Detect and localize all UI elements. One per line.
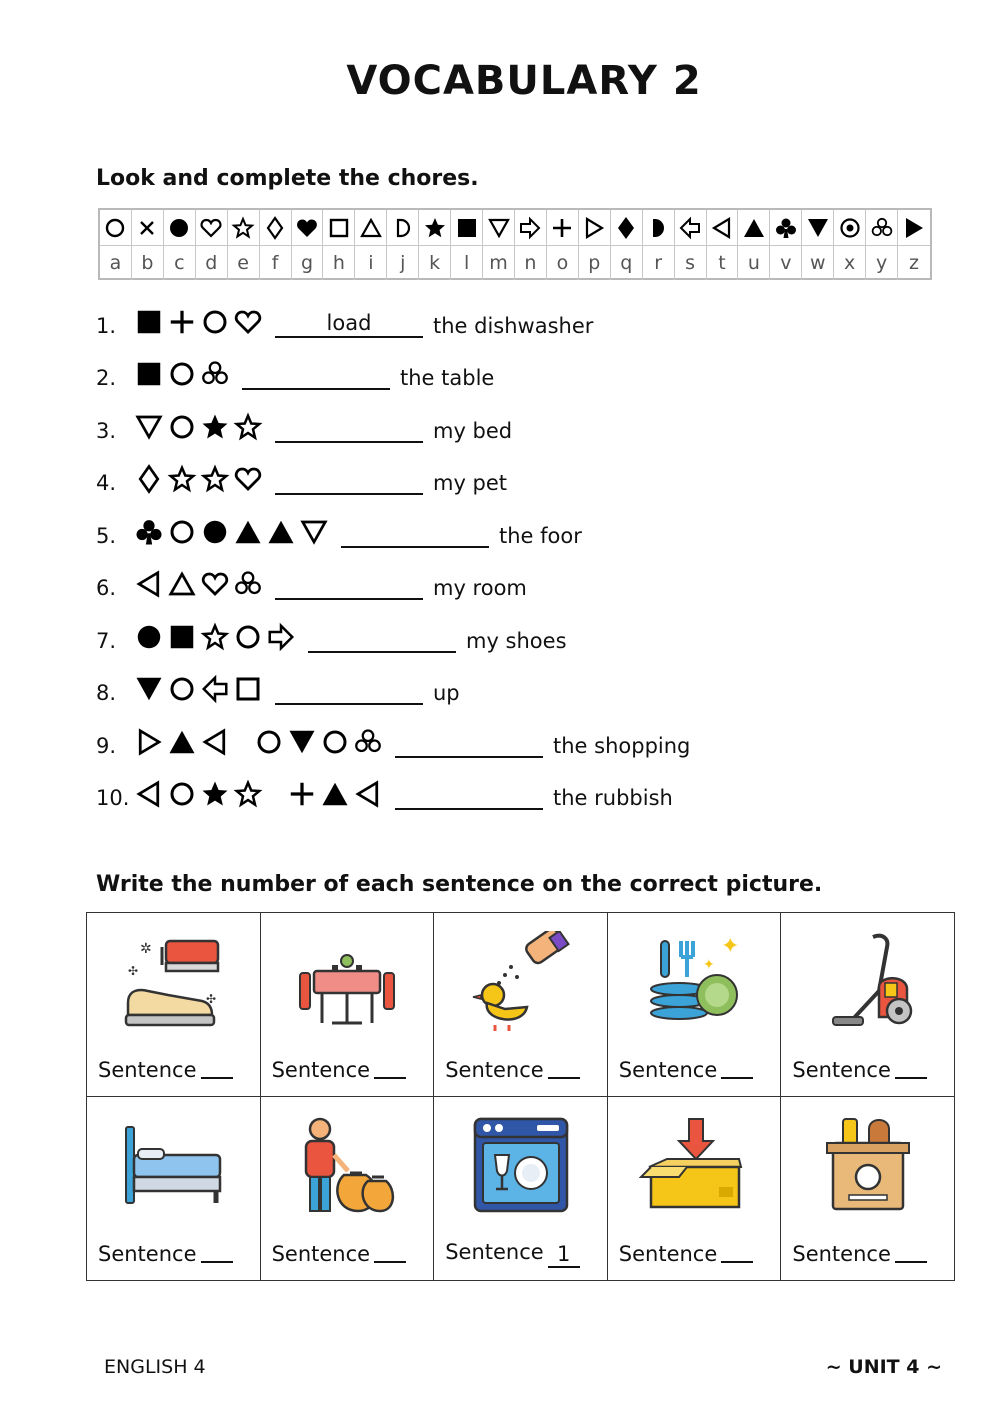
square-filled-icon (134, 307, 164, 337)
chore-object: my pet (433, 471, 508, 495)
svg-text:✦: ✦ (721, 934, 740, 959)
key-letter: z (909, 252, 920, 274)
sentence-number-field[interactable] (548, 1055, 580, 1079)
chore-object: my bed (433, 419, 513, 443)
triangle-left-outline-icon (134, 779, 164, 809)
chore-item (96, 720, 690, 760)
heart-filled-icon (295, 216, 319, 240)
club-filled-icon (774, 216, 798, 240)
key-symbol (802, 210, 834, 246)
section2-instruction: Write the number of each sentence on the correct picture. (96, 872, 823, 897)
answer-field[interactable] (341, 522, 489, 548)
footer-right: ~ UNIT 4 ~ (825, 1356, 942, 1378)
picture-cell (260, 913, 434, 1097)
circle-outline-icon (320, 727, 350, 757)
plus-icon (287, 779, 317, 809)
clean-dishes-icon-art (639, 931, 749, 1031)
sentence-number-field[interactable]: 1 (548, 1244, 580, 1268)
clean-dishes-icon (608, 931, 781, 1031)
key-symbol (898, 210, 930, 246)
chore-item (96, 562, 527, 602)
box-put-away-icon (608, 1115, 781, 1215)
answer-field[interactable] (275, 679, 423, 705)
chore-item (96, 405, 512, 445)
plus-icon (550, 216, 574, 240)
key-letter: b (132, 246, 164, 280)
circle-filled-icon (200, 517, 230, 547)
box-put-away-icon-art (639, 1115, 749, 1215)
answer-field[interactable] (308, 627, 456, 653)
key-symbol (866, 210, 898, 246)
picture-cell (87, 913, 261, 1097)
answer-field[interactable] (275, 469, 423, 495)
man-rubbish-bags-icon (261, 1115, 434, 1215)
key-symbol (483, 210, 515, 246)
triangle-up-filled-icon (233, 517, 263, 547)
chore-object: my shoes (466, 629, 567, 653)
key-symbol (228, 210, 260, 246)
key-symbol (260, 210, 292, 246)
arrow-left-outline-icon (678, 216, 702, 240)
dining-table-icon (261, 931, 434, 1031)
key-letter: s (675, 246, 707, 280)
key-letter: x (834, 246, 866, 280)
key-letter: f (260, 246, 292, 280)
sentence-word: Sentence (98, 1242, 197, 1266)
sentence-number-field[interactable] (721, 1055, 753, 1079)
item-number: 7. (96, 629, 117, 653)
answer-field[interactable] (395, 784, 543, 810)
dining-table-icon-art (292, 931, 402, 1031)
man-rubbish-bags-icon-art (292, 1115, 402, 1215)
picture-cell (434, 1097, 608, 1281)
chore-object: the foor (499, 524, 582, 548)
triangle-up-filled-icon (266, 517, 296, 547)
item-number: 5. (96, 524, 117, 548)
club-outline-icon (200, 359, 230, 389)
picture-cell (260, 1097, 434, 1281)
diamond-filled-icon (614, 216, 638, 240)
sentence-word: Sentence (271, 1058, 371, 1082)
star-outline-icon (231, 216, 255, 240)
star-outline-icon (233, 412, 263, 442)
sentence-word: Sentence (445, 1240, 544, 1264)
half-circle-outline-icon (391, 216, 415, 240)
pet-duck-feeding-icon-art (465, 931, 575, 1031)
circle-filled-icon (167, 216, 191, 240)
key-symbol (547, 210, 579, 246)
item-number: 8. (96, 681, 117, 705)
key-symbol (707, 210, 739, 246)
club-outline-icon (233, 569, 263, 599)
key-letter: t (707, 246, 739, 280)
picture-cell (607, 1097, 781, 1281)
sentence-label (98, 1053, 233, 1082)
key-letter: l (451, 246, 483, 280)
heart-outline-icon (200, 569, 230, 599)
svg-text:✦: ✦ (703, 957, 715, 973)
item-number: 10. (96, 786, 130, 810)
chore-item (96, 457, 507, 497)
key-symbol (675, 210, 707, 246)
sentence-word: Sentence (445, 1058, 544, 1082)
vacuum-cleaner-icon (781, 931, 954, 1031)
key-symbol (100, 210, 132, 246)
coded-word (134, 724, 383, 760)
chore-item (96, 352, 494, 392)
key-letter: c (164, 246, 196, 280)
circle-filled-icon (134, 622, 164, 652)
coded-word (134, 409, 263, 445)
answer-field[interactable] (275, 574, 423, 600)
coded-word (134, 461, 263, 497)
sentence-word: Sentence (792, 1242, 891, 1266)
arrow-left-outline-icon (200, 674, 230, 704)
shoe-brush-icon-art (118, 931, 228, 1031)
footer-left: ENGLISH 4 (104, 1356, 206, 1378)
circle-outline-icon (167, 412, 197, 442)
sentence-label (792, 1237, 927, 1266)
sentence-number-field[interactable] (895, 1239, 927, 1263)
key-letter: q (611, 246, 643, 280)
chore-object: my room (433, 576, 527, 600)
key-letter: j (387, 246, 419, 280)
key-letter: y (866, 246, 898, 280)
star-filled-icon (423, 216, 447, 240)
pictures-table (86, 912, 955, 1281)
sentence-word: Sentence (271, 1242, 371, 1266)
half-circle-filled-icon (646, 216, 670, 240)
sentence-word: Sentence (792, 1058, 891, 1082)
triangle-down-outline-icon (487, 216, 511, 240)
star-outline-icon (167, 464, 197, 494)
coded-word (134, 514, 329, 550)
circle-outline-icon (167, 674, 197, 704)
sentence-label (619, 1237, 754, 1266)
picture-cell (607, 913, 781, 1097)
triangle-down-outline-icon (134, 412, 164, 442)
key-symbol (451, 210, 483, 246)
key-letter: u (738, 246, 770, 280)
coded-word (134, 776, 383, 812)
key-symbol (323, 210, 355, 246)
circle-outline-icon (167, 517, 197, 547)
sentence-number-field[interactable] (895, 1055, 927, 1079)
picture-cell (434, 913, 608, 1097)
sentence-number-field[interactable] (201, 1239, 233, 1263)
diamond-outline-icon (263, 216, 287, 240)
vacuum-cleaner-icon-art (813, 931, 923, 1031)
triangle-down-filled-icon (134, 674, 164, 704)
star-filled-icon (200, 779, 230, 809)
key-letter: r (643, 246, 675, 280)
key-letter: o (547, 246, 579, 280)
coded-word (134, 671, 263, 707)
triangle-right-filled-icon (902, 216, 926, 240)
sentence-label (98, 1237, 233, 1266)
heart-outline-icon (199, 216, 223, 240)
dishwasher-icon-art (465, 1115, 575, 1215)
arrow-right-outline-icon (518, 216, 542, 240)
key-symbol (196, 210, 228, 246)
dishwasher-icon (434, 1115, 607, 1215)
chore-object: the table (400, 366, 495, 390)
item-number: 6. (96, 576, 117, 600)
circle-outline-icon (167, 359, 197, 389)
svg-text:✣: ✣ (128, 964, 139, 978)
triangle-left-outline-icon (134, 569, 164, 599)
circle-outline-icon (200, 307, 230, 337)
key-symbol (738, 210, 770, 246)
key-letter: d (196, 246, 228, 280)
triangle-up-outline-icon (359, 216, 383, 240)
item-number: 2. (96, 366, 117, 390)
sentence-number-field[interactable] (201, 1055, 233, 1079)
triangle-left-outline-icon (200, 727, 230, 757)
chore-item (96, 667, 460, 707)
svg-text:✣: ✣ (206, 992, 217, 1006)
triangle-up-filled-icon (742, 216, 766, 240)
chore-object: the shopping (553, 734, 691, 758)
key-symbol (643, 210, 675, 246)
chore-object: up (433, 681, 460, 705)
picture-cell (781, 1097, 955, 1281)
square-filled-icon (167, 622, 197, 652)
key-letter: e (228, 246, 260, 280)
sentence-word: Sentence (618, 1242, 718, 1266)
triangle-up-filled-icon (167, 727, 197, 757)
chore-object: the dishwasher (433, 314, 594, 338)
svg-text:✲: ✲ (140, 941, 153, 957)
club-outline-icon (870, 216, 894, 240)
key-symbol (515, 210, 547, 246)
item-number: 1. (96, 314, 117, 338)
answer-field[interactable] (395, 732, 543, 758)
star-outline-icon (200, 464, 230, 494)
sentence-label (445, 1053, 580, 1082)
bed-icon-art (118, 1115, 228, 1215)
star-filled-icon (200, 412, 230, 442)
sentence-word: Sentence (618, 1058, 718, 1082)
key-symbol (419, 210, 451, 246)
triangle-right-outline-icon (134, 727, 164, 757)
chore-object: the rubbish (553, 786, 673, 810)
shoe-brush-icon (87, 931, 260, 1031)
circle-outline-icon (167, 779, 197, 809)
sentence-label (272, 1053, 407, 1082)
key-symbol (387, 210, 419, 246)
key-letter: p (579, 246, 611, 280)
coded-word (134, 619, 296, 655)
diamond-outline-icon (134, 464, 164, 494)
triangle-up-outline-icon (167, 569, 197, 599)
square-outline-icon (327, 216, 351, 240)
sentence-label (792, 1053, 927, 1082)
page-title: VOCABULARY 2 (346, 58, 702, 104)
circle-outline-icon (254, 727, 284, 757)
triangle-down-outline-icon (299, 517, 329, 547)
sentence-label (445, 1240, 580, 1266)
key-symbol (770, 210, 802, 246)
chore-item (96, 772, 673, 812)
triangle-left-outline-icon (353, 779, 383, 809)
key-symbol (834, 210, 866, 246)
star-outline-icon (233, 779, 263, 809)
pictures-row (87, 1097, 955, 1281)
key-symbol (292, 210, 324, 246)
square-filled-icon (455, 216, 479, 240)
answer-field[interactable]: load (275, 312, 423, 338)
section1-instruction: Look and complete the chores. (96, 166, 479, 191)
triangle-right-outline-icon (582, 216, 606, 240)
bed-icon (87, 1115, 260, 1215)
answer-field[interactable] (242, 364, 390, 390)
triangle-left-outline-icon (710, 216, 734, 240)
key-letter: a (100, 246, 132, 280)
plus-icon (167, 307, 197, 337)
key-symbol (611, 210, 643, 246)
cross-icon (135, 216, 159, 240)
picture-cell (781, 913, 955, 1097)
sentence-label (272, 1237, 407, 1266)
chore-item (96, 510, 582, 550)
key-letter: m (483, 246, 515, 280)
pet-duck-feeding-icon (434, 931, 607, 1031)
star-outline-icon (200, 622, 230, 652)
item-number: 3. (96, 419, 117, 443)
answer-field[interactable] (275, 417, 423, 443)
picture-cell (87, 1097, 261, 1281)
key-symbol (132, 210, 164, 246)
club-outline-icon (353, 727, 383, 757)
sentence-label (619, 1053, 754, 1082)
club-filled-icon (134, 517, 164, 547)
chore-item (96, 300, 593, 340)
triangle-up-filled-icon (320, 779, 350, 809)
coded-word (134, 566, 263, 602)
item-number: 9. (96, 734, 117, 758)
sentence-number-field[interactable] (374, 1055, 406, 1079)
item-number: 4. (96, 471, 117, 495)
triangle-down-filled-icon (806, 216, 830, 240)
square-filled-icon (134, 359, 164, 389)
circle-outline-icon (233, 622, 263, 652)
square-outline-icon (233, 674, 263, 704)
heart-outline-icon (233, 464, 263, 494)
key-symbol (164, 210, 196, 246)
triangle-down-filled-icon (287, 727, 317, 757)
key-symbol (579, 210, 611, 246)
key-letter: g (292, 246, 324, 280)
key-letter: n (515, 246, 547, 280)
chore-item (96, 615, 567, 655)
shopping-bag-icon (781, 1115, 954, 1215)
key-letter: i (355, 246, 387, 280)
coded-word (134, 304, 263, 340)
sentence-number-field[interactable] (374, 1239, 406, 1263)
pictures-row (87, 913, 955, 1097)
shopping-bag-icon-art (813, 1115, 923, 1215)
heart-outline-icon (233, 307, 263, 337)
key-letter: h (323, 246, 355, 280)
cipher-key (98, 208, 932, 280)
key-symbol (355, 210, 387, 246)
circle-outline-icon (103, 216, 127, 240)
sentence-word: Sentence (98, 1058, 197, 1082)
key-letter: w (802, 246, 834, 280)
sentence-number-field[interactable] (721, 1239, 753, 1263)
arrow-right-outline-icon (266, 622, 296, 652)
key-letter: v (770, 246, 802, 280)
bullseye-icon (838, 216, 862, 240)
coded-word (134, 356, 230, 392)
key-letter: k (419, 246, 451, 280)
